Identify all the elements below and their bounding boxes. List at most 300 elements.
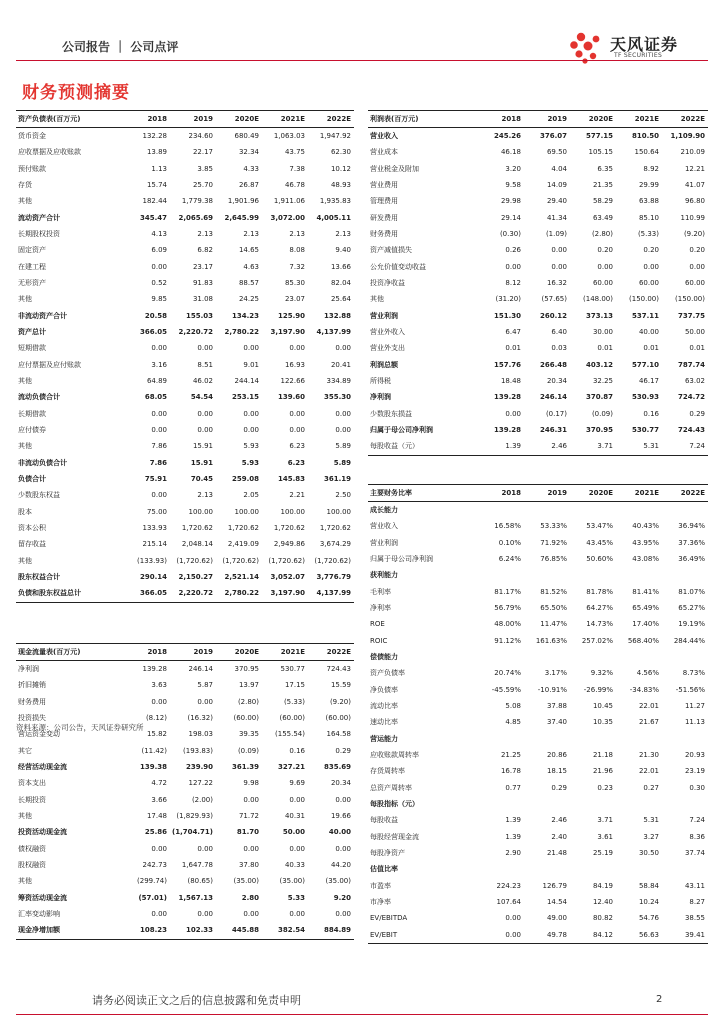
value-cell: 37.80 bbox=[238, 861, 259, 870]
value-cell: 139.28 bbox=[493, 393, 521, 402]
value-cell: 8.08 bbox=[289, 246, 305, 255]
value-cell: 81.17% bbox=[494, 587, 521, 596]
value-cell: 6.24% bbox=[498, 555, 521, 564]
value-cell: 139.60 bbox=[277, 393, 305, 402]
value-cell: 30.00 bbox=[592, 328, 613, 337]
value-cell bbox=[616, 567, 662, 583]
value-cell: 48.93 bbox=[330, 181, 351, 190]
row-label: 营业利润 bbox=[370, 311, 398, 320]
table-header-row bbox=[16, 111, 354, 128]
value-cell: 37.88 bbox=[546, 702, 567, 711]
value-cell: 20.74% bbox=[494, 669, 521, 678]
row-label: 非流动资产合计 bbox=[18, 311, 67, 320]
value-cell: 62.30 bbox=[330, 148, 351, 157]
value-cell: 0.29 bbox=[551, 783, 567, 792]
table-row bbox=[16, 553, 354, 569]
value-cell: 0.00 bbox=[243, 426, 259, 435]
value-cell bbox=[524, 567, 570, 583]
value-cell: 737.75 bbox=[677, 311, 705, 320]
row-label: 每股收益（元） bbox=[368, 438, 480, 455]
row-label: 营业收入 bbox=[370, 522, 398, 531]
value-cell: 4.56% bbox=[636, 669, 659, 678]
value-cell: 0.01 bbox=[689, 344, 705, 353]
value-cell: 25.86 bbox=[144, 828, 167, 837]
value-cell: 5.31 bbox=[643, 816, 659, 825]
table-row bbox=[368, 845, 708, 861]
value-cell bbox=[662, 861, 708, 877]
value-cell: 25.64 bbox=[330, 295, 351, 304]
value-cell bbox=[616, 649, 662, 665]
value-cell: 65.27% bbox=[678, 604, 705, 613]
value-cell: 370.95 bbox=[234, 665, 259, 674]
table-row bbox=[368, 308, 708, 324]
value-cell: 132.28 bbox=[142, 132, 167, 141]
value-cell: 245.26 bbox=[493, 132, 521, 141]
value-cell: 100.00 bbox=[234, 507, 259, 516]
value-cell: 7.86 bbox=[149, 458, 167, 467]
value-cell: 0.27 bbox=[643, 783, 659, 792]
section-heading-row bbox=[368, 861, 708, 877]
value-cell bbox=[662, 796, 708, 812]
value-cell: -34.83% bbox=[629, 685, 659, 694]
value-cell: 1,063.03 bbox=[273, 132, 305, 141]
value-cell: 6.40 bbox=[551, 328, 567, 337]
value-cell: 81.41% bbox=[632, 587, 659, 596]
row-label: 应付债券 bbox=[18, 426, 46, 435]
value-cell: 76.85% bbox=[540, 555, 567, 564]
value-cell: 139.38 bbox=[139, 763, 167, 772]
value-cell: 2,220.72 bbox=[178, 328, 213, 337]
value-cell: 6.23 bbox=[289, 442, 305, 451]
table-row bbox=[368, 747, 708, 763]
table-row bbox=[16, 259, 354, 275]
value-cell: 100.00 bbox=[188, 507, 213, 516]
value-cell: 1,947.92 bbox=[319, 132, 351, 141]
value-cell: 0.00 bbox=[197, 910, 213, 919]
row-label: 净利润 bbox=[370, 393, 391, 402]
value-cell: 2.46 bbox=[524, 438, 570, 455]
value-cell: 71.92% bbox=[540, 538, 567, 547]
table-row bbox=[16, 873, 354, 889]
value-cell: 75.91 bbox=[144, 475, 167, 484]
value-cell: 110.99 bbox=[680, 213, 705, 222]
value-cell: 530.77 bbox=[280, 665, 305, 674]
value-cell: 2.13 bbox=[289, 230, 305, 239]
table-row bbox=[16, 922, 354, 939]
table-row bbox=[16, 226, 354, 242]
table-header-row bbox=[368, 485, 708, 502]
value-cell: 16.32 bbox=[546, 279, 567, 288]
value-cell: 44.20 bbox=[330, 861, 351, 870]
value-cell: 40.00 bbox=[328, 828, 351, 837]
value-cell: 9.20 bbox=[333, 893, 351, 902]
value-cell: 9.69 bbox=[289, 779, 305, 788]
value-cell: 7.86 bbox=[151, 442, 167, 451]
value-cell: (1,720.62) bbox=[314, 556, 351, 565]
value-cell: 355.30 bbox=[323, 393, 351, 402]
value-cell: 40.31 bbox=[284, 812, 305, 821]
table-row bbox=[368, 210, 708, 226]
value-cell: (150.00) bbox=[675, 295, 705, 304]
value-cell: 361.39 bbox=[231, 763, 259, 772]
value-cell: 49.78 bbox=[524, 927, 570, 944]
year-header-cell: 2018 bbox=[480, 111, 524, 128]
value-cell: 25.70 bbox=[192, 181, 213, 190]
row-label: 每股经营现金流 bbox=[370, 832, 419, 841]
table-row bbox=[16, 291, 354, 307]
table-row bbox=[368, 144, 708, 160]
value-cell bbox=[616, 731, 662, 747]
value-cell: 71.72 bbox=[238, 812, 259, 821]
year-header-cell: 2019 bbox=[170, 644, 216, 661]
value-cell: 14.09 bbox=[546, 181, 567, 190]
value-cell: 2.13 bbox=[197, 230, 213, 239]
value-cell bbox=[616, 502, 662, 519]
value-cell: 151.30 bbox=[493, 311, 521, 320]
section-heading-row bbox=[368, 796, 708, 812]
value-cell: (155.54) bbox=[275, 730, 305, 739]
value-cell: (1,829.93) bbox=[176, 812, 213, 821]
value-cell: -26.99% bbox=[583, 685, 613, 694]
value-cell: 0.00 bbox=[197, 409, 213, 418]
value-cell: 81.52% bbox=[540, 587, 567, 596]
value-cell bbox=[662, 567, 708, 583]
table-row bbox=[368, 616, 708, 632]
row-label: 营业利润 bbox=[370, 538, 398, 547]
table-row bbox=[16, 661, 354, 678]
value-cell: (5.33) bbox=[637, 230, 659, 239]
value-cell: 60.00 bbox=[684, 279, 705, 288]
value-cell: 1,935.83 bbox=[319, 197, 351, 206]
value-cell: 9.58 bbox=[505, 181, 521, 190]
row-label: 预付账款 bbox=[18, 164, 46, 173]
value-cell: 1,911.06 bbox=[273, 197, 305, 206]
value-cell: 20.41 bbox=[330, 360, 351, 369]
value-cell: 0.20 bbox=[689, 246, 705, 255]
table-row bbox=[368, 406, 708, 422]
row-label: 其他 bbox=[18, 377, 32, 386]
value-cell: 577.15 bbox=[585, 132, 613, 141]
value-cell: 3.27 bbox=[643, 832, 659, 841]
value-cell: 15.91 bbox=[192, 442, 213, 451]
value-cell: 132.88 bbox=[323, 311, 351, 320]
value-cell: 8.92 bbox=[643, 164, 659, 173]
value-cell: 2.80 bbox=[241, 893, 259, 902]
table-row bbox=[16, 275, 354, 291]
value-cell: 39.35 bbox=[238, 730, 259, 739]
row-label: 获利能力 bbox=[370, 571, 398, 580]
value-cell bbox=[570, 796, 616, 812]
value-cell: 0.00 bbox=[643, 262, 659, 271]
cash-flow-table bbox=[16, 643, 354, 940]
value-cell: 58.84 bbox=[638, 881, 659, 890]
row-label: ROIC bbox=[370, 636, 388, 645]
table-row bbox=[16, 906, 354, 922]
value-cell: 2.46 bbox=[551, 816, 567, 825]
row-label: 公允价值变动收益 bbox=[370, 262, 426, 271]
table-row bbox=[16, 824, 354, 840]
table-row bbox=[368, 275, 708, 291]
value-cell: 334.89 bbox=[326, 377, 351, 386]
row-label: 流动负债合计 bbox=[18, 393, 60, 402]
value-cell: 0.00 bbox=[243, 409, 259, 418]
value-cell: (8.12) bbox=[145, 714, 167, 723]
value-cell: 40.43% bbox=[632, 522, 659, 531]
table-row bbox=[368, 682, 708, 698]
value-cell: 215.14 bbox=[142, 540, 167, 549]
value-cell: 2.05 bbox=[243, 491, 259, 500]
row-label: 净利率 bbox=[370, 604, 391, 613]
value-cell: 17.15 bbox=[284, 681, 305, 690]
year-header-cell: 2022E bbox=[308, 111, 354, 128]
row-label: 存货周转率 bbox=[370, 767, 405, 776]
value-cell: 100.00 bbox=[280, 507, 305, 516]
value-cell: 290.14 bbox=[139, 573, 167, 582]
table-row bbox=[16, 406, 354, 422]
value-cell: 50.60% bbox=[586, 555, 613, 564]
year-header-cell: 2021E bbox=[262, 644, 308, 661]
value-cell: 2,780.22 bbox=[216, 585, 262, 602]
table-title-cell: 资产负债表(百万元) bbox=[16, 111, 126, 128]
value-cell: 0.01 bbox=[597, 344, 613, 353]
value-cell: (150.00) bbox=[629, 295, 659, 304]
value-cell: 122.66 bbox=[280, 377, 305, 386]
value-cell: 1.39 bbox=[505, 816, 521, 825]
value-cell: 108.23 bbox=[126, 922, 170, 939]
row-label: EV/EBITDA bbox=[370, 914, 408, 923]
value-cell: 724.43 bbox=[326, 665, 351, 674]
table-row bbox=[368, 357, 708, 373]
table-row bbox=[368, 340, 708, 356]
value-cell: 3,197.90 bbox=[270, 328, 305, 337]
value-cell: 21.25 bbox=[500, 751, 521, 760]
value-cell: 26.87 bbox=[238, 181, 259, 190]
value-cell: 5.93 bbox=[243, 442, 259, 451]
table-row bbox=[368, 535, 708, 551]
value-cell: 21.30 bbox=[638, 751, 659, 760]
value-cell: 345.47 bbox=[139, 213, 167, 222]
row-label: 其他 bbox=[370, 295, 384, 304]
value-cell: 23.07 bbox=[284, 295, 305, 304]
value-cell: 139.28 bbox=[142, 665, 167, 674]
table-row bbox=[16, 775, 354, 791]
row-label: 净负债率 bbox=[370, 685, 398, 694]
value-cell: 0.00 bbox=[335, 844, 351, 853]
logo-text: 天风证券 bbox=[610, 35, 679, 54]
value-cell: (57.65) bbox=[541, 295, 567, 304]
value-cell: 2.50 bbox=[335, 491, 351, 500]
value-cell: 0.26 bbox=[505, 246, 521, 255]
year-header-cell: 2019 bbox=[524, 485, 570, 502]
value-cell: 260.12 bbox=[539, 311, 567, 320]
table-row bbox=[16, 161, 354, 177]
financial-ratios-table bbox=[368, 484, 708, 944]
value-cell: 2,521.14 bbox=[224, 573, 259, 582]
row-label: 所得税 bbox=[370, 377, 391, 386]
value-cell: 0.00 bbox=[551, 246, 567, 255]
row-label: 少数股东权益 bbox=[18, 491, 60, 500]
row-label: 每股净资产 bbox=[370, 849, 405, 858]
value-cell: 835.69 bbox=[323, 763, 351, 772]
value-cell: (0.17) bbox=[545, 409, 567, 418]
value-cell: 0.00 bbox=[289, 344, 305, 353]
table-row bbox=[16, 324, 354, 340]
row-label: 市盈率 bbox=[370, 881, 391, 890]
row-label: 货币资金 bbox=[18, 132, 46, 141]
row-label: 其他 bbox=[18, 442, 32, 451]
value-cell: 0.00 bbox=[505, 914, 521, 923]
value-cell: 82.04 bbox=[330, 279, 351, 288]
value-cell: (80.65) bbox=[187, 877, 213, 886]
value-cell: 37.36% bbox=[678, 538, 705, 547]
table-row bbox=[16, 569, 354, 585]
table-row bbox=[16, 504, 354, 520]
year-header-cell: 2022E bbox=[308, 644, 354, 661]
value-cell: 530.77 bbox=[631, 426, 659, 435]
value-cell: 0.00 bbox=[243, 795, 259, 804]
value-cell: 787.74 bbox=[677, 360, 705, 369]
value-cell: 0.77 bbox=[505, 783, 521, 792]
value-cell: 12.40 bbox=[592, 898, 613, 907]
value-cell: 37.74 bbox=[684, 849, 705, 858]
value-cell: (60.00) bbox=[279, 714, 305, 723]
value-cell: (9.20) bbox=[329, 697, 351, 706]
row-label: 折旧摊销 bbox=[18, 681, 46, 690]
value-cell: 0.00 bbox=[335, 426, 351, 435]
table-row bbox=[16, 438, 354, 454]
row-label: 净利润 bbox=[18, 665, 39, 674]
value-cell: 259.08 bbox=[231, 475, 259, 484]
value-cell: 0.30 bbox=[689, 783, 705, 792]
row-label: 资产总计 bbox=[18, 328, 46, 337]
table-row bbox=[16, 210, 354, 226]
value-cell: 10.12 bbox=[330, 164, 351, 173]
value-cell: 2.40 bbox=[551, 832, 567, 841]
value-cell: 1,567.13 bbox=[178, 893, 213, 902]
value-cell: 22.17 bbox=[192, 148, 213, 157]
value-cell: 2,645.99 bbox=[224, 213, 259, 222]
value-cell: 84.19 bbox=[592, 881, 613, 890]
value-cell: (1,720.62) bbox=[176, 556, 213, 565]
value-cell: 445.88 bbox=[216, 922, 262, 939]
value-cell: (35.00) bbox=[279, 877, 305, 886]
value-cell: 15.82 bbox=[146, 730, 167, 739]
value-cell: 15.74 bbox=[146, 181, 167, 190]
value-cell: 4.63 bbox=[243, 262, 259, 271]
value-cell: 16.58% bbox=[494, 522, 521, 531]
year-header-cell: 2018 bbox=[126, 111, 170, 128]
value-cell: 102.33 bbox=[170, 922, 216, 939]
table-row bbox=[368, 763, 708, 779]
value-cell: 96.80 bbox=[684, 197, 705, 206]
value-cell: 85.30 bbox=[284, 279, 305, 288]
value-cell: 91.12% bbox=[494, 636, 521, 645]
value-cell: 2.13 bbox=[197, 491, 213, 500]
value-cell: 134.23 bbox=[231, 311, 259, 320]
value-cell: 1,720.62 bbox=[319, 524, 351, 533]
value-cell: 266.48 bbox=[539, 360, 567, 369]
value-cell: 0.00 bbox=[335, 910, 351, 919]
value-cell: 11.13 bbox=[684, 718, 705, 727]
value-cell: 63.02 bbox=[684, 377, 705, 386]
row-label: 应收账款周转率 bbox=[370, 751, 419, 760]
value-cell: 3,776.79 bbox=[316, 573, 351, 582]
value-cell: 81.70 bbox=[236, 828, 259, 837]
value-cell: 6.23 bbox=[287, 458, 305, 467]
table-row bbox=[368, 373, 708, 389]
value-cell: 0.00 bbox=[197, 344, 213, 353]
value-cell: 53.47% bbox=[586, 522, 613, 531]
value-cell: 85.10 bbox=[638, 213, 659, 222]
table-row bbox=[16, 743, 354, 759]
value-cell: 0.29 bbox=[335, 746, 351, 755]
value-cell: 38.55 bbox=[684, 914, 705, 923]
value-cell: -45.59% bbox=[491, 685, 521, 694]
table-row bbox=[368, 812, 708, 828]
value-cell: 284.44% bbox=[673, 636, 705, 645]
row-label: 股权融资 bbox=[18, 861, 46, 870]
value-cell: 157.76 bbox=[493, 360, 521, 369]
row-label: 市净率 bbox=[370, 898, 391, 907]
value-cell: 0.00 bbox=[243, 844, 259, 853]
value-cell: 19.19% bbox=[678, 620, 705, 629]
table-row bbox=[368, 910, 708, 926]
source-note: 资料来源：公司公告，天风证券研究所 bbox=[16, 723, 144, 732]
year-header-cell: 2019 bbox=[170, 111, 216, 128]
value-cell: 100.00 bbox=[326, 507, 351, 516]
value-cell: 0.00 bbox=[243, 344, 259, 353]
row-label: 每股指标（元） bbox=[370, 800, 419, 809]
table-header-row bbox=[16, 644, 354, 661]
value-cell: 9.01 bbox=[243, 360, 259, 369]
table-row bbox=[368, 389, 708, 405]
value-cell: (1,704.71) bbox=[172, 828, 213, 837]
value-cell: 403.12 bbox=[585, 360, 613, 369]
value-cell bbox=[616, 861, 662, 877]
table-row bbox=[16, 792, 354, 808]
row-label: 归属于母公司净利润 bbox=[370, 555, 433, 564]
value-cell: 2.13 bbox=[243, 230, 259, 239]
value-cell: 8.73% bbox=[682, 669, 705, 678]
row-label: 毛利率 bbox=[370, 587, 391, 596]
value-cell: 81.78% bbox=[586, 587, 613, 596]
value-cell: (5.33) bbox=[283, 697, 305, 706]
table-row bbox=[16, 585, 354, 602]
value-cell: 2,150.27 bbox=[178, 573, 213, 582]
value-cell bbox=[570, 731, 616, 747]
row-label: 长期投资 bbox=[18, 795, 46, 804]
value-cell: 257.02% bbox=[581, 636, 613, 645]
row-label: 营运资金变动 bbox=[18, 730, 60, 739]
value-cell: 139.28 bbox=[493, 426, 521, 435]
table-row bbox=[368, 242, 708, 258]
value-cell bbox=[662, 731, 708, 747]
value-cell: 0.00 bbox=[151, 844, 167, 853]
table-row bbox=[16, 694, 354, 710]
value-cell: 69.50 bbox=[546, 148, 567, 157]
value-cell: 1,109.90 bbox=[670, 132, 705, 141]
year-header-cell: 2020E bbox=[216, 111, 262, 128]
value-cell: 13.97 bbox=[238, 681, 259, 690]
value-cell: (2.00) bbox=[191, 795, 213, 804]
value-cell: 0.00 bbox=[335, 344, 351, 353]
value-cell: 2.13 bbox=[335, 230, 351, 239]
year-header-cell: 2021E bbox=[262, 111, 308, 128]
year-header-cell: 2022E bbox=[662, 111, 708, 128]
value-cell: 161.63% bbox=[535, 636, 567, 645]
value-cell: 4.04 bbox=[551, 164, 567, 173]
row-label: 其它 bbox=[18, 746, 32, 755]
